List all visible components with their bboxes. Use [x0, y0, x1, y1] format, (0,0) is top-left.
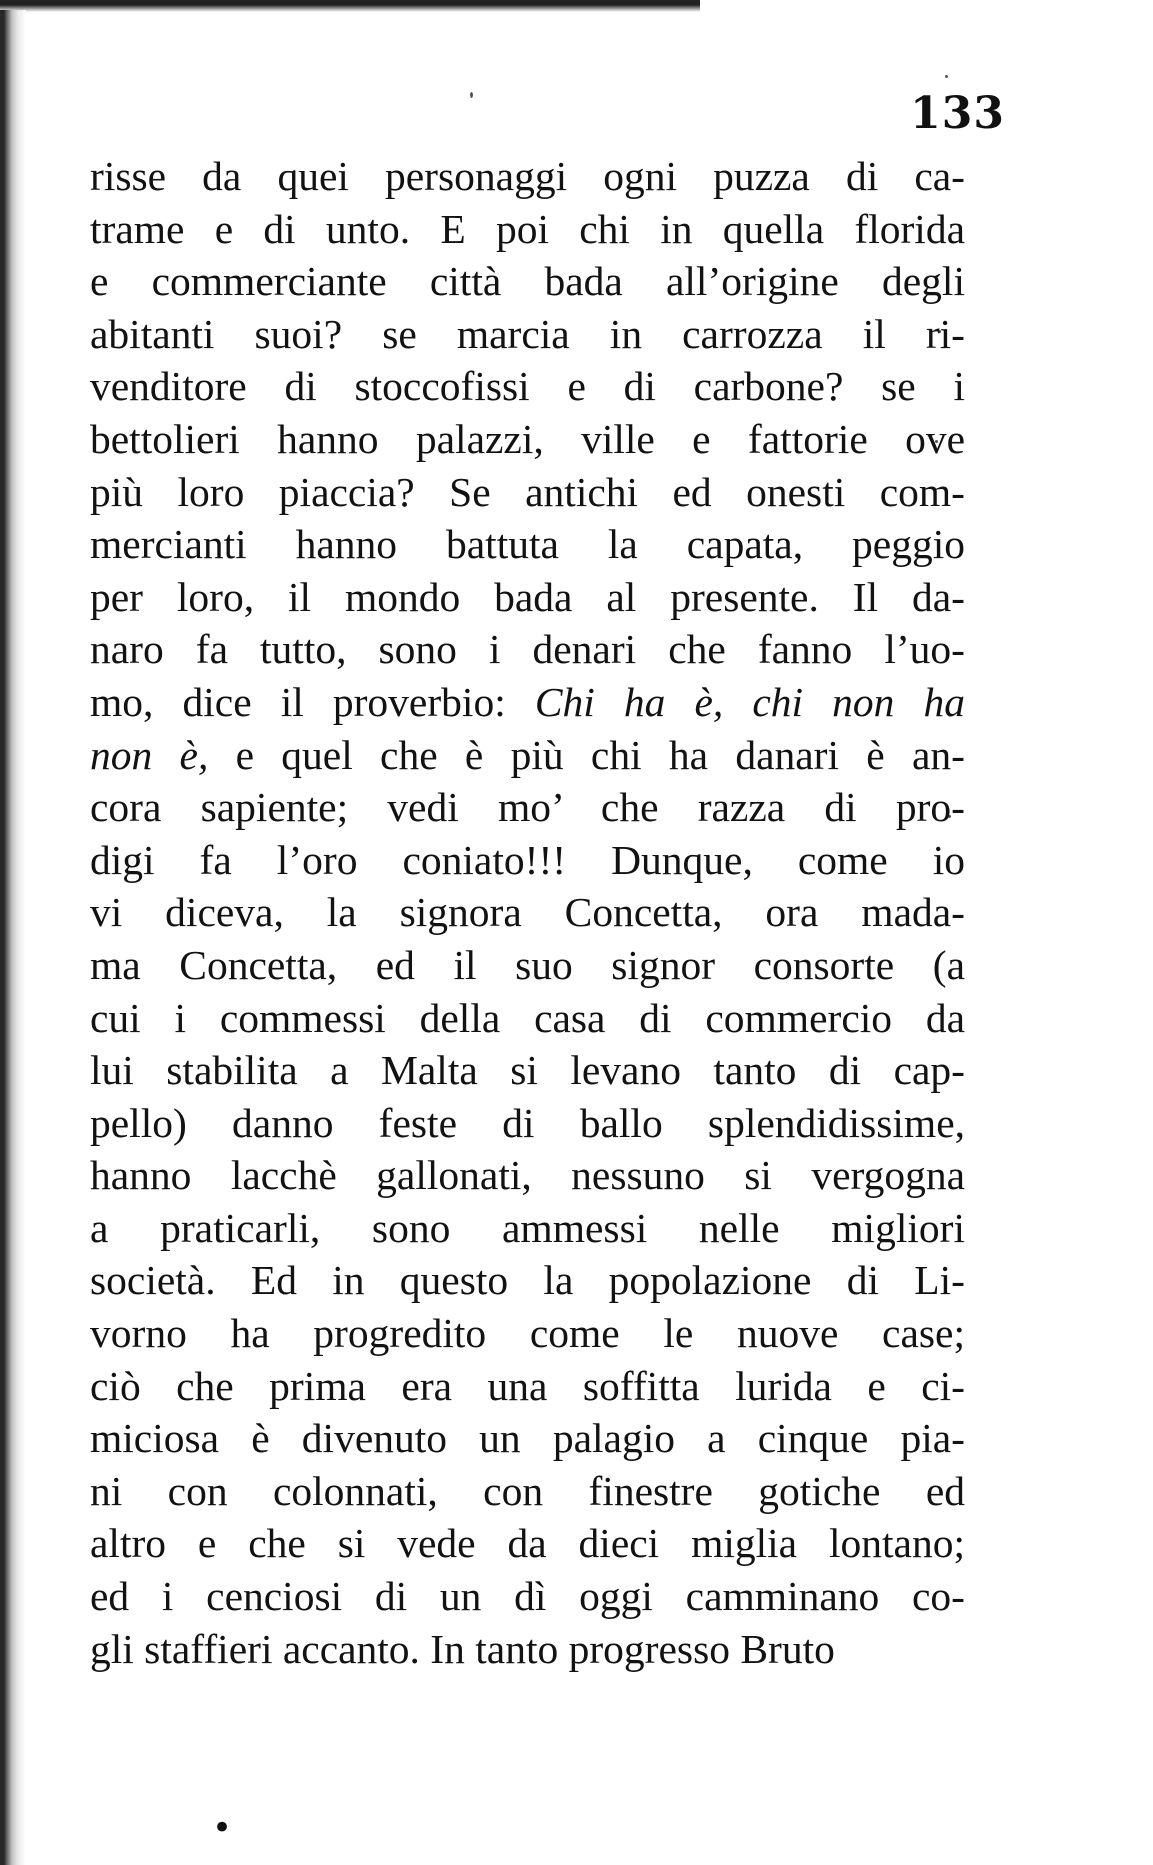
- text-line: hanno lacchè gallonati, nessuno si vergogna: [90, 1152, 965, 1199]
- text-line: vi diceva, la signora Concetta, ora mada-: [90, 889, 965, 936]
- printer-mark: •: [212, 1808, 233, 1848]
- proverb-italic: non è,: [90, 731, 209, 778]
- text-line: cui i commessi della casa di commercio da: [90, 994, 965, 1041]
- text-line: trame e di unto. E poi chi in quella florida: [90, 205, 965, 252]
- text-line: bettolieri hanno palazzi, ville e fattorie ove: [90, 415, 965, 462]
- text-run: mo, dice il proverbio:: [90, 678, 535, 725]
- text-line: [90, 676, 965, 729]
- scan-spine-edge: [0, 10, 26, 1865]
- body-text: [90, 150, 965, 1675]
- page-number: 133: [910, 88, 1005, 139]
- text-line: digi fa l’oro coniato!!! Dunque, come io: [90, 836, 965, 883]
- text-line: e commerciante città bada all’origine degli: [90, 258, 965, 305]
- ink-speck: [470, 92, 473, 98]
- text-line: [90, 729, 965, 782]
- text-line: più loro piaccia? Se antichi ed onesti com-: [90, 468, 965, 515]
- text-line: a praticarli, sono ammessi nelle migliori: [90, 1204, 965, 1251]
- text-line: società. Ed in questo la popolazione di Li-: [90, 1257, 965, 1304]
- ink-speck: [945, 75, 948, 78]
- text-line: pello) danno feste di ballo splendidissime,: [90, 1099, 965, 1146]
- text-line: altro e che si vede da dieci miglia lontano;: [90, 1520, 965, 1567]
- text-line: gli staffieri accanto. In tanto progresso Bruto: [90, 1625, 835, 1672]
- scan-top-edge: [0, 0, 700, 12]
- proverb-italic: Chi ha è, chi non ha: [534, 678, 965, 725]
- text-line: lui stabilita a Malta si levano tanto di cap-: [90, 1047, 965, 1094]
- text-run: e quel che è più chi ha danari è an-: [208, 731, 965, 778]
- text-line: naro fa tutto, sono i denari che fanno l’uo-: [90, 626, 965, 673]
- text-line: vorno ha progredito come le nuove case;: [90, 1310, 965, 1357]
- text-line: miciosa è divenuto un palagio a cinque pia-: [90, 1415, 965, 1462]
- text-line: ni con colonnati, con finestre gotiche ed: [90, 1467, 965, 1514]
- text-line: venditore di stoccofissi e di carbone? se i: [90, 363, 965, 410]
- text-line: ed i cenciosi di un dì oggi camminano co-: [90, 1573, 965, 1620]
- text-line: mercianti hanno battuta la capata, peggio: [90, 521, 965, 568]
- text-line: abitanti suoi? se marcia in carrozza il ri-: [90, 310, 965, 357]
- text-line: ma Concetta, ed il suo signor consorte (a: [90, 941, 965, 988]
- text-line: risse da quei personaggi ogni puzza di ca-: [90, 153, 965, 199]
- text-line: per loro, il mondo bada al presente. Il da-: [90, 573, 965, 620]
- text-line: ciò che prima era una soffitta lurida e ci-: [90, 1362, 965, 1409]
- text-line: cora sapiente; vedi mo’ che razza di pro-: [90, 784, 965, 831]
